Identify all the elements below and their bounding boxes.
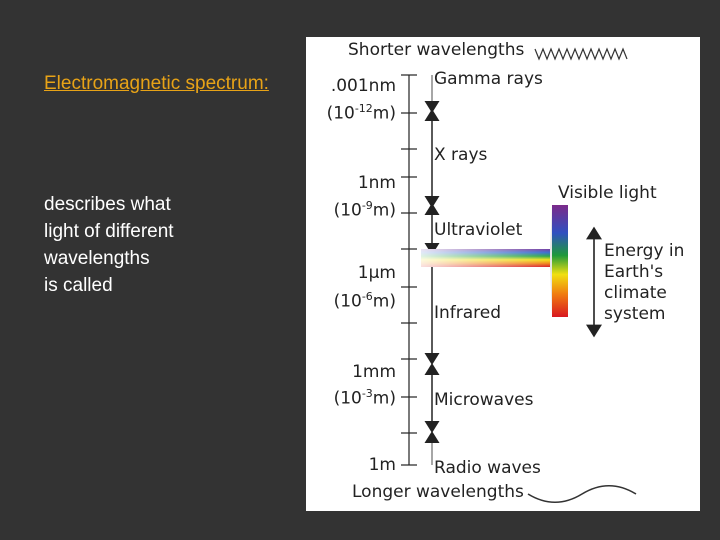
scale-value-label: 1nm — [357, 173, 396, 193]
scale-value-label: 1mm — [352, 362, 396, 382]
visible-light-spectrum-bar — [552, 205, 568, 317]
scale-value-label: 1μm — [357, 263, 396, 283]
em-spectrum-figure — [306, 37, 700, 511]
visible-light-spread — [550, 205, 552, 317]
scale-exponent-label: $(10^{-9}m)$ — [333, 199, 396, 221]
band-label-ultraviolet: Ultraviolet — [434, 220, 523, 240]
short-wave-icon — [535, 49, 627, 59]
long-wave-icon — [528, 486, 636, 503]
longer-wavelengths-label: Longer wavelengths — [352, 482, 524, 502]
scale-exponent-label: $(10^{-3}m)$ — [333, 387, 396, 409]
scale-exponent-label: $(10^{-6}m)$ — [333, 290, 396, 312]
slide-description: describes what light of different wavelengths is called — [44, 194, 174, 296]
band-label-infrared: Infrared — [434, 303, 502, 323]
scale-value-label: 1m — [368, 455, 396, 475]
energy-label: Energy in Earth's climate system — [604, 241, 685, 324]
band-label-radio-waves: Radio waves — [434, 458, 541, 478]
band-label-gamma-rays: Gamma rays — [434, 69, 543, 89]
band-label-x-rays: X rays — [434, 145, 488, 165]
slide-title: Electromagnetic spectrum: — [44, 73, 269, 94]
shorter-wavelengths-label: Shorter wavelengths — [348, 40, 525, 60]
visible-light-label: Visible light — [558, 183, 657, 203]
scale-value-label: .001nm — [330, 76, 396, 96]
scale-exponent-label: $(10^{-12}m)$ — [326, 102, 396, 124]
band-label-microwaves: Microwaves — [434, 390, 534, 410]
